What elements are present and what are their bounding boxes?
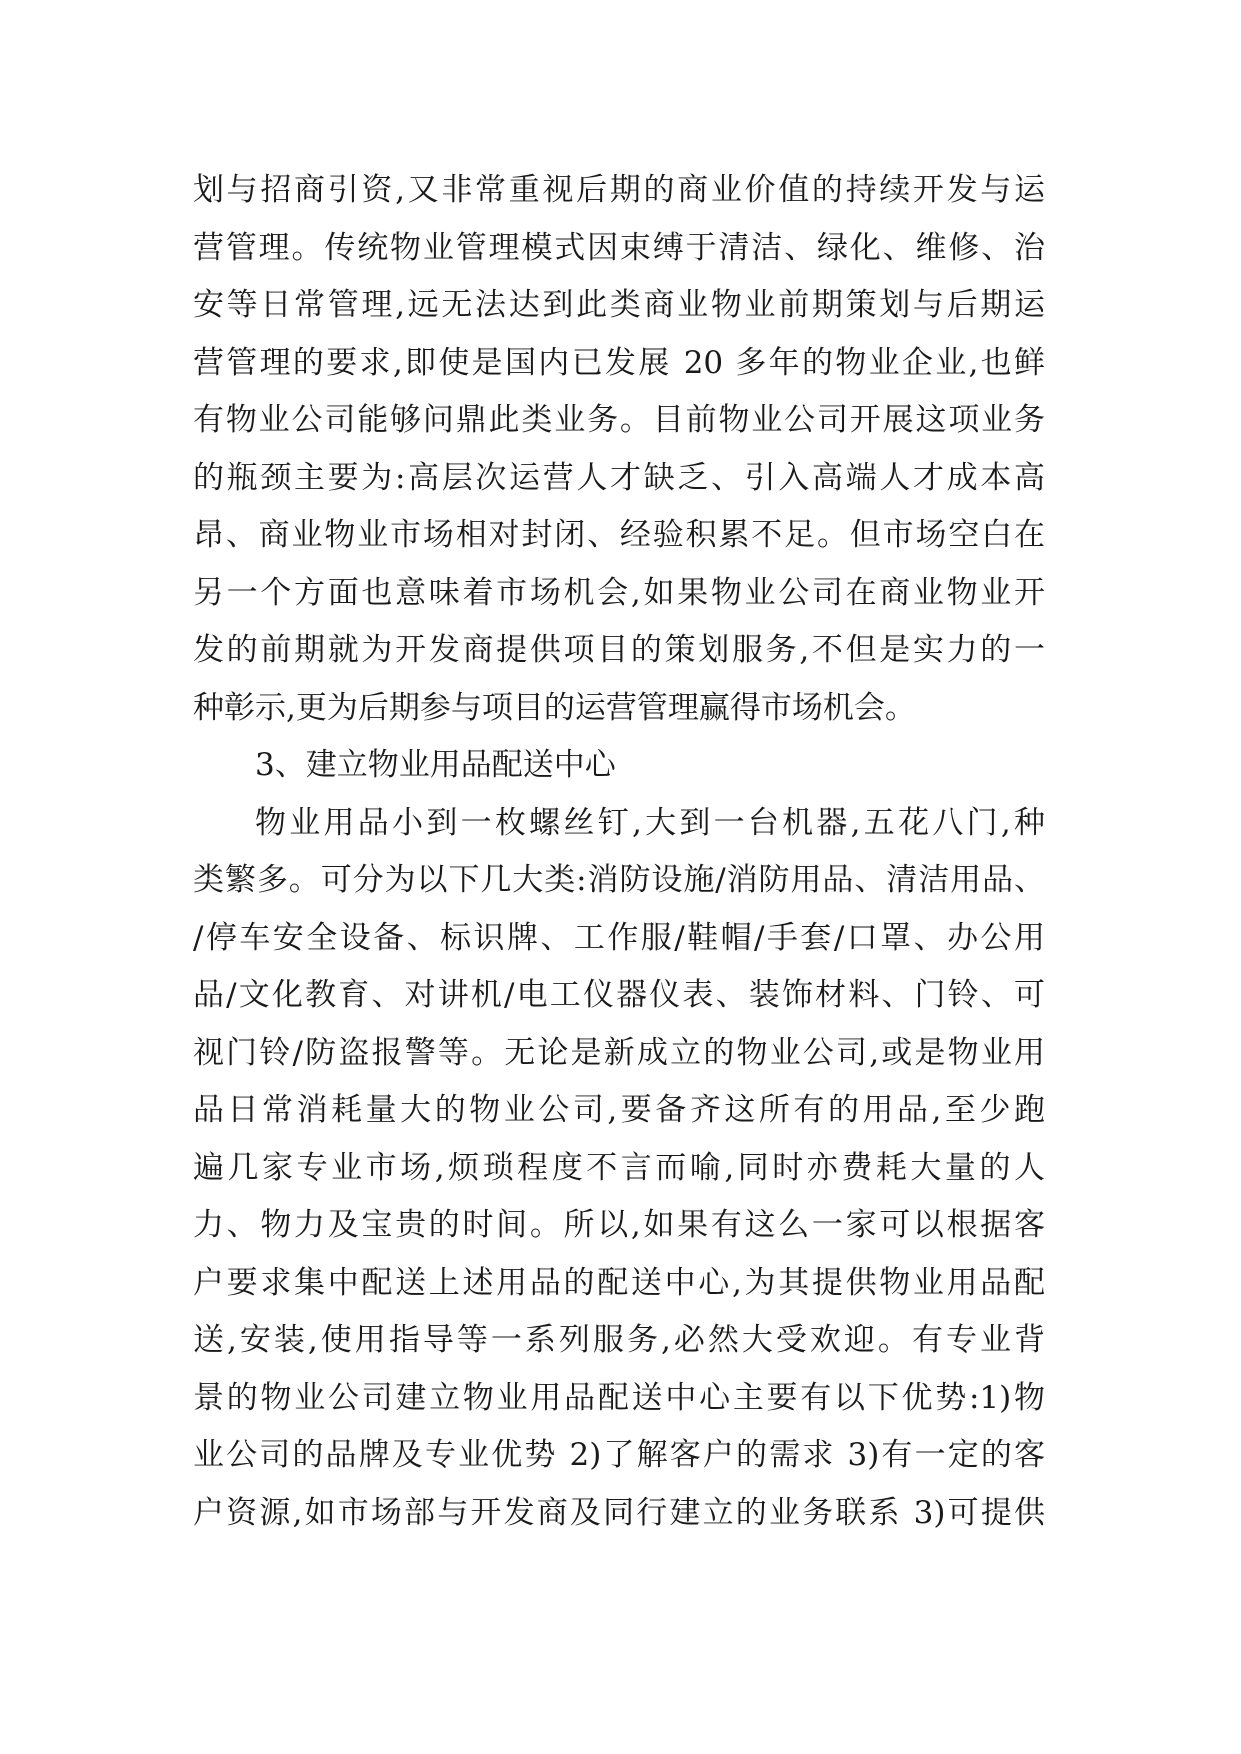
- text-line: 送,安装,使用指导等一系列服务,必然大受欢迎。有专业背: [193, 1322, 1045, 1358]
- text-line: 户要求集中配送上述用品的配送中心,为其提供物业用品配: [193, 1264, 1045, 1301]
- text-line: 品日常消耗量大的物业公司,要备齐这所有的用品,至少跑: [193, 1092, 1045, 1128]
- text-line: 营管理。传统物业管理模式因束缚于清洁、绿化、维修、治: [193, 229, 1045, 266]
- text-line: 安等日常管理,远无法达到此类商业物业前期策划与后期运: [193, 287, 1045, 323]
- text-line: 力、物力及宝贵的时间。所以,如果有这么一家可以根据客: [193, 1207, 1045, 1243]
- text-line: 划与招商引资,又非常重视后期的商业价值的持续开发与运: [193, 172, 1045, 208]
- text-line: 视门铃/防盗报警等。无论是新成立的物业公司,或是物业用: [193, 1034, 1045, 1071]
- text-line: 品/文化教育、对讲机/电工仪器仪表、装饰材料、门铃、可: [193, 977, 1045, 1013]
- text-line: 户资源,如市场部与开发商及同行建立的业务联系 3)可提供: [193, 1494, 1045, 1531]
- text-line: 景的物业公司建立物业用品配送中心主要有以下优势:1)物: [193, 1379, 1045, 1416]
- text-line: 的瓶颈主要为:高层次运营人才缺乏、引入高端人才成本高: [193, 459, 1045, 496]
- text-line: 种彰示,更为后期参与项目的运营管理赢得市场机会。: [193, 689, 916, 726]
- text-line: 物业用品小到一枚螺丝钉,大到一台机器,五花八门,种: [255, 804, 1045, 841]
- text-line: /停车安全设备、标识牌、工作服/鞋帽/手套/口罩、办公用: [193, 919, 1045, 956]
- text-line: 另一个方面也意味着市场机会,如果物业公司在商业物业开: [193, 574, 1045, 611]
- text-line: 有物业公司能够问鼎此类业务。目前物业公司开展这项业务: [193, 402, 1045, 438]
- text-line: 业公司的品牌及专业优势 2)了解客户的需求 3)有一定的客: [193, 1437, 1045, 1473]
- text-line: 营管理的要求,即使是国内已发展 20 多年的物业企业,也鲜: [193, 344, 1045, 381]
- section-heading: 3、建立物业用品配送中心: [255, 747, 616, 783]
- body-text: [193, 162, 1045, 1542]
- text-line: 昂、商业物业市场相对封闭、经验积累不足。但市场空白在: [193, 517, 1045, 553]
- text-line: 遍几家专业市场,烦琐程度不言而喻,同时亦费耗大量的人: [193, 1149, 1045, 1186]
- text-line: 类繁多。可分为以下几大类:消防设施/消防用品、清洁用品、: [193, 862, 1045, 898]
- text-line: 发的前期就为开发商提供项目的策划服务,不但是实力的一: [193, 632, 1045, 668]
